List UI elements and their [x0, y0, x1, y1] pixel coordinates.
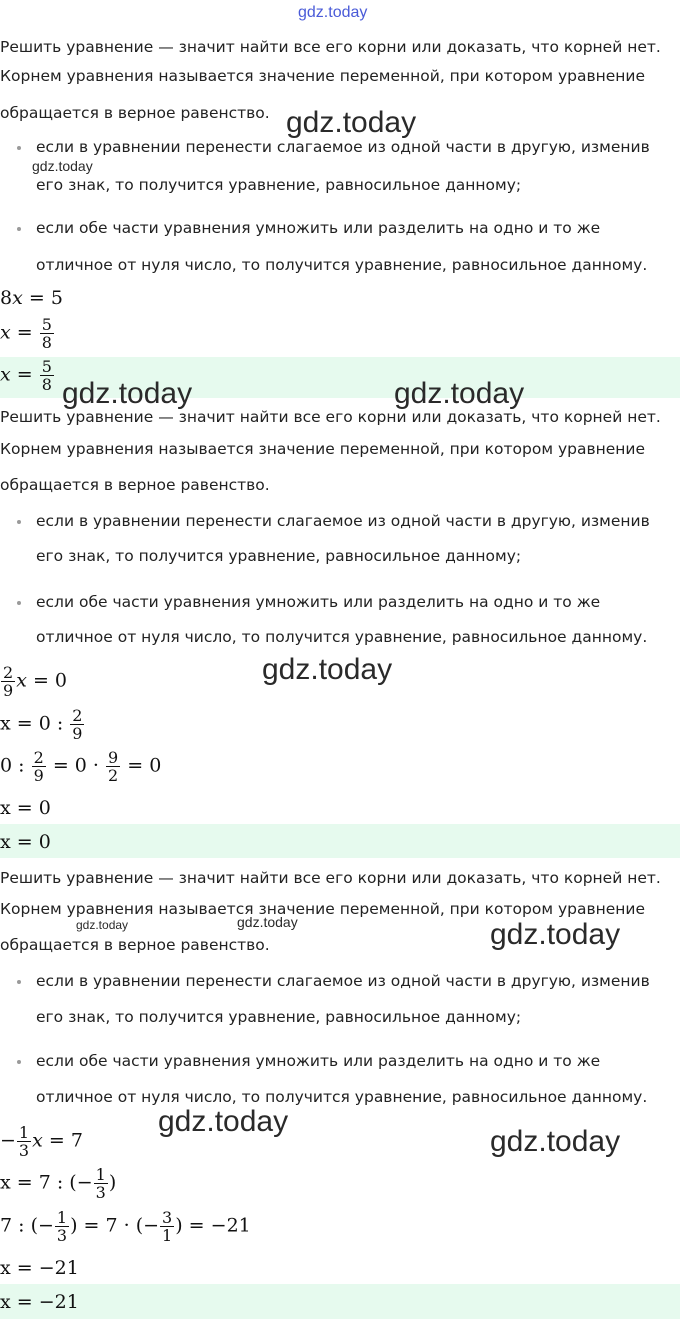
equation-3-2: x = 7 : (− $\frac{1}{3}$ ): [0, 1165, 117, 1202]
answer-highlight-3: [0, 1284, 680, 1319]
definition-solve: Решить уравнение — значит найти все его корни или доказать, что корней нет.: [0, 408, 661, 426]
fraction: $\frac{2}{9}$: [33, 748, 44, 785]
bullet-icon: [17, 227, 21, 231]
equation-2-3: 0 : $\frac{2}{9}$ = 0 · $\frac{9}{2}$ = 0: [0, 748, 162, 785]
rule-transfer-line1: если в уравнении перенести слагаемое из одной части в другую, изменив: [36, 972, 650, 990]
watermark: gdz.today: [394, 377, 525, 410]
definition-root-line2: обращается в верное равенство.: [0, 104, 270, 122]
watermark: gdz.today: [286, 106, 417, 139]
answer-2: x = 0: [0, 831, 51, 853]
definition-root-line1: Корнем уравнения называется значение переменной, при котором уравнение: [0, 900, 645, 918]
fraction: $\frac{1}{3}$: [95, 1165, 106, 1202]
equation-1-2: x = $\frac{5}{8}$: [0, 315, 52, 352]
answer-highlight-2: [0, 824, 680, 858]
definition-solve: Решить уравнение — значит найти все его корни или доказать, что корней нет.: [0, 869, 661, 887]
watermark: gdz.today: [158, 1105, 289, 1138]
equation-3-1: − $\frac{1}{3}$ x = 7: [0, 1123, 83, 1160]
bullet-icon: [17, 980, 21, 984]
watermark: gdz.today: [490, 918, 621, 951]
fraction: $\frac{5}{8}$: [41, 357, 52, 394]
rule-multiply-line2: отличное от нуля число, то получится уравнение, равносильное данному.: [36, 628, 648, 646]
watermark: gdz.today: [76, 918, 129, 932]
answer-1: x = $\frac{5}{8}$: [0, 357, 52, 394]
equation-1-1: 8x = 5: [0, 287, 63, 309]
definition-root-line2: обращается в верное равенство.: [0, 936, 270, 954]
rule-multiply-line1: если обе части уравнения умножить или разделить на одно и то же: [36, 1052, 601, 1070]
watermark: gdz.today: [32, 158, 93, 174]
rule-transfer-line2: его знак, то получится уравнение, равносильное данному;: [36, 176, 522, 194]
bullet-icon: [17, 1060, 21, 1064]
rule-transfer-line1: если в уравнении перенести слагаемое из одной части в другую, изменив: [36, 512, 650, 530]
fraction: $\frac{1}{3}$: [18, 1123, 30, 1160]
rule-multiply-line2: отличное от нуля число, то получится уравнение, равносильное данному.: [36, 1088, 648, 1106]
watermark: gdz.today: [490, 1125, 621, 1158]
definition-root-line2: обращается в верное равенство.: [0, 476, 270, 494]
rule-multiply-line1: если обе части уравнения умножить или разделить на одно и то же: [36, 219, 601, 237]
equation-2-1: $\frac{2}{9}$ x = 0: [3, 663, 68, 700]
definition-root-line1: Корнем уравнения называется значение переменной, при котором уравнение: [0, 67, 645, 85]
watermark: gdz.today: [237, 914, 298, 930]
fraction: $\frac{5}{8}$: [41, 315, 52, 352]
equation-2-2: x = 0 : $\frac{2}{9}$: [0, 706, 83, 743]
definition-root-line1: Корнем уравнения называется значение переменной, при котором уравнение: [0, 440, 645, 458]
fraction: $\frac{2}{9}$: [3, 663, 14, 700]
bullet-icon: [17, 146, 21, 150]
equation-3-3: 7 : (− $\frac{1}{3}$ ) = 7 · (− $\frac{3}{1}$ ) = −21: [0, 1208, 251, 1245]
rule-transfer-line1: если в уравнении перенести слагаемое из одной части в другую, изменив: [36, 138, 650, 156]
rule-multiply-line2: отличное от нуля число, то получится уравнение, равносильное данному.: [36, 256, 648, 274]
bullet-icon: [17, 520, 21, 524]
watermark: gdz.today: [62, 377, 193, 410]
definition-solve: Решить уравнение — значит найти все его корни или доказать, что корней нет.: [0, 38, 661, 56]
equation-3-4: x = −21: [0, 1257, 79, 1279]
rule-multiply-line1: если обе части уравнения умножить или разделить на одно и то же: [36, 593, 601, 611]
watermark: gdz.today: [262, 653, 393, 686]
equation-2-4: x = 0: [0, 797, 51, 819]
fraction: $\frac{3}{1}$: [162, 1208, 173, 1245]
fraction: $\frac{2}{9}$: [72, 706, 83, 743]
fraction: $\frac{9}{2}$: [108, 748, 119, 785]
rule-transfer-line2: его знак, то получится уравнение, равносильное данному;: [36, 1008, 522, 1026]
answer-3: x = −21: [0, 1291, 79, 1313]
bullet-icon: [17, 601, 21, 605]
fraction: $\frac{1}{3}$: [56, 1208, 68, 1245]
watermark-top: gdz.today: [298, 4, 368, 21]
rule-transfer-line2: его знак, то получится уравнение, равносильное данному;: [36, 547, 522, 565]
